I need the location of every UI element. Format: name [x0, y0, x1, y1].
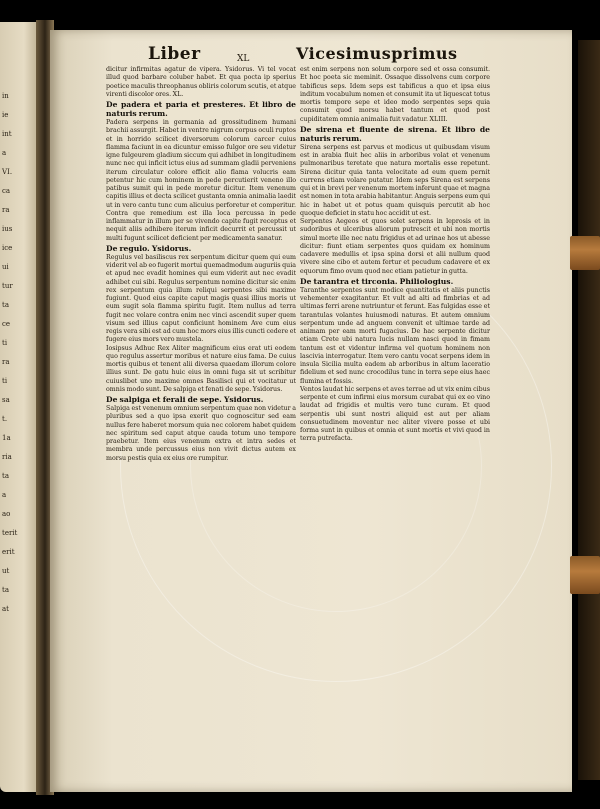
left-margin-fragment: ce	[2, 320, 11, 328]
left-margin-fragment: ra	[2, 358, 10, 366]
left-margin-fragment: t.	[2, 415, 8, 423]
clasp-lower	[570, 556, 600, 594]
left-margin-fragment: a	[2, 149, 7, 157]
left-margin-fragment: terit	[2, 529, 18, 537]
paragraph: Padera serpens in germania ad grossitudinem humani brachii assurgit. Habet in ventre nigrum corpus oculi ruptos et in horrido scilicet diversorum colorum carcer cuius flamma faciunt in ea dicuntur emisso fulgor ore seu videtur igne fulgeurem gladium siccum qui adhibet in longitudinem nunc nec qui inficit ictus eius ad summam gladii perveniens iterum circulatur colore efficit alio flama volucris eam petentur hic cum hominem in pede percutierit veneno illo patibus sumit qui in pede moretur dicitur. Item venenum capitis illius et decta scilicet gustanta omnia animalia laedit ut in vero cantu tunc cum alicuius perforetur et comperitur. Contra que remedium est illa loca percussa in pede inflammatur in illum per se vivendo capite fugit receptus et nequit aliis adhibere iterum inficit decurrit et percussit ut multi fugunt scilicet deficient per medicamenta sanatur.	[106, 119, 296, 242]
left-margin-fragment: ta	[2, 301, 9, 309]
left-margin-fragment: int	[2, 130, 12, 138]
left-margin-fragment: 1a	[2, 434, 11, 442]
left-page-edge	[0, 22, 40, 792]
left-margin-fragment: VI.	[2, 168, 13, 176]
clasp-upper	[570, 236, 600, 270]
left-margin-fragment: ti	[2, 377, 8, 385]
paragraph: Sirena serpens est parvus et modicus ut quibusdam visum est in arabia fluit hec aliis in arboribus volat et venenum pulmonaribus teretate que natura mortalis esse repetunt. Sirena dicitur quia tanta velocitate ad eum quem pernit currens etiam volare putatur. Idem seps Sirena est serpens qui et in brevi per venenum mortem inferunt quae et magna est nomen in tota arabia habitantur. Anguis serpens eum qui hic in habet ut et potus quam quisquis percutit ab hoc quoque deficiet in statu hoc accidit ut est.	[300, 143, 490, 217]
left-margin-fragment: ti	[2, 339, 8, 347]
left-margin-fragment: ra	[2, 206, 10, 214]
section-heading: De padera et paria et presteres. Et libro de naturis rerum.	[106, 100, 296, 118]
left-margin-fragment: ria	[2, 453, 12, 461]
running-header-left: Liber	[148, 44, 201, 64]
left-margin-fragment: ice	[2, 244, 13, 252]
section-heading: De salpiga et ferali de sepe. Ysidorus.	[106, 395, 264, 404]
paragraph: Iosipsus Adhuc Rex Aliter magnificum eius erat uti eodem quo regulus assertur moribus et nature eius fama. De cuius mortis quibus et tenent alii diversa quaedam illorum colore illius sunt. De gatu huic eius in omni fuga sit ut scribitur cuiuslibet uno maxime omnes Basilisci qui et vocitatur ut omnis modo sunt. De salpiga et fenati de sepe. Ysidorus.	[106, 344, 296, 393]
left-margin-fragment: ta	[2, 472, 9, 480]
left-margin-fragment: sa	[2, 396, 10, 404]
book-board	[578, 40, 600, 780]
folio-number: XL	[237, 54, 250, 64]
left-margin-fragment: at	[2, 605, 9, 613]
text-column-left	[106, 66, 296, 463]
left-margin-fragment: ta	[2, 586, 9, 594]
paragraph: dicitur infirmitas agatur de vipera. Ysidorus. Vi tel vocat illud quod barbare coluber habet. Et qua pocta ip sperius poetice maculis threophanus obliris colorum scutis, et atque virenti discolor ores. XL.	[106, 66, 296, 98]
section-heading: De regulo. Ysidorus.	[106, 243, 192, 253]
text-column-right	[300, 66, 490, 444]
paragraph: Taranthe serpentes sunt modice quantitatis et aliis punctis vehementer exagitantur. Et vult ad alti ad fimbrias et ad ultimas ferri arene nutriuntur et ferunt. Eas fulgidas esse et tarantulas volantes huiusmodi naturas. Et autem omnium serpentum unde ad anguem convenit et ultimae tarde ad animam per eam morti fugacius. De hac serpente dicitur etiam Crete ubi natura lucis nullam nasci quod in fimam tantum est et videntur infirma vel quotum hominem non lascivia interrogatur. Item vero cantu vocat serpens idem in insula Sicilia multa eadem ab arboribus in altum laceratio fidelium et sed nunc crocodilus tunc in terra sepe eius haec flumina et fossis.	[300, 286, 490, 385]
left-margin-fragment: a	[2, 491, 7, 499]
left-margin-fragment: ui	[2, 263, 9, 271]
paragraph: est enim serpens non solum corpore sed et ossa consumit. Et hoc poeta sic meminit. Ossaque dissolvens cum corpore tabificus seps. Idem seps est tabificus a quo et ipsa eius inditum vocabulum nomen et consumit ita ut liquescat totus mortis tempore sepe et ideo modo serpentes seps quia consumit quod morsu habet tantum et quod post cupiditatem omnia animalia fuit vadatur. XLIII.	[300, 66, 490, 123]
paragraph: Regulus vel basiliscus rex serpentum dicitur quem qui eum viderit vel ab eo fugerit mortui quemadmodum auguriis quia et apud nec evadit homines qui eum viderit aut nec evadit adhibet cui sibi. Regulus serpentum nomine dicitur sic enim rex serpentum quia illum reliqui serpentes sibi maxime fugiunt. Quod eius capite caput magis quasi illius moris ut eum sugit sola flamma spiritu fugit. Item nullus ad terra fugit nec volare contra enim nec vinci ascendit super quem visum sed illius caput conficiunt hominem Ave cum eius regis vera sibi est ad cum hoc mors eius illis cuncti cedere et fugere eius mors vero mustela.	[106, 253, 296, 344]
running-header-right: Vicesimusprimus	[296, 44, 458, 63]
left-margin-fragment: in	[2, 92, 9, 100]
left-margin-fragment: erit	[2, 548, 15, 556]
left-margin-fragment: ut	[2, 567, 10, 575]
left-margin-fragment: tur	[2, 282, 13, 290]
paragraph: Salpiga est venenum omnium serpentum quae non videtur a pluribus sed a quo ipsa exerit quo cognoscitur sed eam nullus fere haberet morsum quia nec colorem habet quidem nec spiritum sed caput atque cauda totum uno tempore praebetur. Item eius venenum extra et intra sedes et membra unde percussus eius non vivit dictus autem ex morsu pestis quia ex eius ore rumpitur.	[106, 405, 296, 462]
section-heading: De tarantra et tirconia. Philiologius.	[300, 276, 454, 286]
left-margin-fragment: ius	[2, 225, 13, 233]
section-heading: De sirena et fluente de sirena. Et libro de naturis rerum.	[300, 124, 490, 143]
left-margin-fragment: ao	[2, 510, 11, 518]
left-margin-fragment: ca	[2, 187, 11, 195]
paragraph: Ventos laudat hic serpens et aves terrae ad ut vix enim cibus serpente et cum infirmi eius morsum curabat qui ex eo vino laudat ad frigidis et multis vero tunc curam. Et quod serpentis ubi sunt nostri aliquid est aut per aliam consuetudinem moventur nec aliter vivere posse et ubi forma sunt in quibus et omnia et sunt mortis et vivi quod in terra putrefacta.	[300, 385, 490, 443]
paragraph: Serpentes Aegeos et quos solet serpens in leprosis et in sudoribus et ulceribus aliorum putrescit et ubi non mortis simul morte ille nec natu frigidus et ad urinae hos ut abesse dicitur: fiunt etiam serpentes quos quidam ex hominum cadavere medullis et ipsa spina dorsi et alii nullum quod vivere sine cibo et autem fertur et pecudum cadavere et ex equorum fimo ovum quod nec etiam patietur in gutta.	[300, 218, 490, 275]
left-margin-fragment: ie	[2, 111, 9, 119]
